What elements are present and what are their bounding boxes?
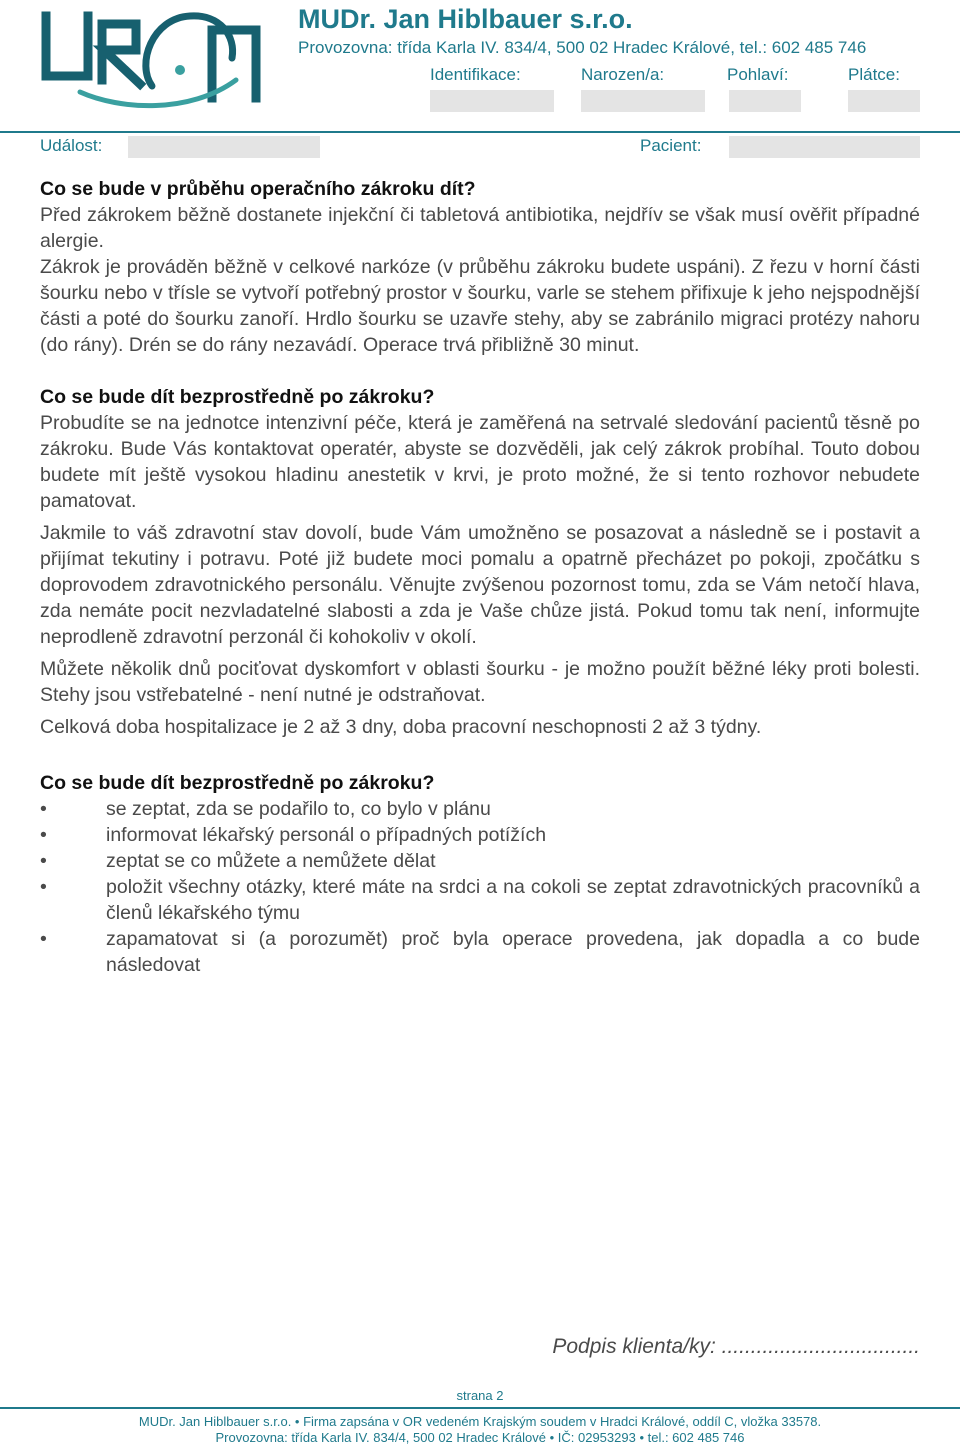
event-label: Událost: <box>40 136 103 155</box>
clinic-address: Provozovna: třída Karla IV. 834/4, 500 02 Hradec Králové, tel.: 602 485 746 <box>298 38 867 57</box>
section-heading: Co se bude dít bezprostředně po zákroku? <box>40 386 435 408</box>
list-item <box>40 796 920 822</box>
paragraph: Můžete několik dnů pociťovat dyskomfort v oblasti šourku - je možno použít běžné léky proti bolesti. Stehy jsou vstřebatelné - není nutné je odstraňovat. <box>40 658 920 706</box>
clinic-name: MUDr. Jan Hiblbauer s.r.o. <box>298 4 633 34</box>
payer-label: Plátce: <box>848 65 900 84</box>
section-patient-tasks <box>40 770 920 978</box>
patient-label: Pacient: <box>640 136 702 155</box>
task-list <box>40 796 920 978</box>
footer-divider <box>0 1407 960 1409</box>
list-item-text: zapamatovat si (a porozumět) proč byla operace provedena, jak dopadla a co bude následovat <box>106 928 920 976</box>
payer-field[interactable] <box>848 90 920 112</box>
list-item <box>40 874 920 926</box>
list-item-text: se zeptat, zda se podařilo to, co bylo v plánu <box>106 798 491 820</box>
event-field[interactable] <box>128 136 320 158</box>
list-item-text: informovat lékařský personál o případných potížích <box>106 824 547 846</box>
birth-field[interactable] <box>581 90 705 112</box>
paragraph: Zákrok je prováděn běžně v celkové narkóze (v průběhu zákroku budete uspáni). Z řezu v horní části šourku nebo v třísle se vytvoří potřebný prostor v šourku, varle se stehem přifixuje k jeho nejspodnější části a poté do šourku zanoří. Hrdlo šourku se uzavře stehy, aby se zabránilo migraci protézy nahoru (do rány). Drén se do rány nezavádí. Operace trvá přibližně 30 minut. <box>40 256 920 356</box>
bullet-icon: • <box>40 850 47 872</box>
paragraph: Probudíte se na jednotce intenzivní péče, která je zaměřená na setrvalé sledování pacientů těsně po zákroku. Bude Vás kontaktovat operatér, abyste se dozvěděli, jak celý zákrok probíhal. Touto dobou budete mít ještě vysokou hladinu anestetik v krvi, je proto možné, že si tento rozhovor nebudete pamatovat. <box>40 412 920 512</box>
section-after-surgery <box>40 384 920 740</box>
section-during-surgery <box>40 176 920 358</box>
section-heading: Co se bude dít bezprostředně po zákroku? <box>40 772 435 794</box>
paragraph: Před zákrokem běžně dostanete injekční či tabletová antibiotika, nejdřív se však musí ověřit případné alergie. <box>40 204 920 252</box>
footer-contact-info: Provozovna: třída Karla IV. 834/4, 500 02 Hradec Králové • IČ: 02953293 • tel.: 602 485 746 <box>215 1430 745 1445</box>
bullet-icon: • <box>40 928 47 950</box>
client-signature-line: Podpis klienta/ky: .................................. <box>552 1335 920 1358</box>
list-item <box>40 848 920 874</box>
section-heading: Co se bude v průběhu operačního zákroku dít? <box>40 178 476 200</box>
list-item-text: položit všechny otázky, které máte na srdci a na cokoli se zeptat zdravotnických pracovníků a členů lékařského týmu <box>106 876 920 924</box>
birth-label: Narozen/a: <box>581 65 665 84</box>
identification-label: Identifikace: <box>430 65 521 84</box>
identification-field[interactable] <box>430 90 554 112</box>
patient-field[interactable] <box>729 136 920 158</box>
list-item <box>40 822 920 848</box>
paragraph: Celková doba hospitalizace je 2 až 3 dny, doba pracovní neschopnosti 2 až 3 týdny. <box>40 716 762 738</box>
paragraph: Jakmile to váš zdravotní stav dovolí, bude Vám umožněno se posazovat a následně se i postavit a přijímat tekutiny i potravu. Poté již budete moci pomalu a opatrně přecházet po pokoji, zpočátku s doprovodem zdravotnického personálu. Věnujte zvýšenou pozornost tomu, zda se Vám netočí hlava, zda nemáte pocit nezvladatelné slabosti a zda je Vaše chůze jistá. Pokud tomu tak není, informujte neprodleně zdravotní perzonál či kohokoliv v okolí. <box>40 522 920 648</box>
bullet-icon: • <box>40 798 47 820</box>
sex-label: Pohlaví: <box>727 65 789 84</box>
list-item-text: zeptat se co můžete a nemůžete dělat <box>106 850 436 872</box>
page-number: strana 2 <box>456 1388 504 1403</box>
header-divider <box>0 131 960 133</box>
sex-field[interactable] <box>729 90 801 112</box>
uran-logo <box>40 6 262 112</box>
bullet-icon: • <box>40 876 47 898</box>
footer-company-info: MUDr. Jan Hiblbauer s.r.o. • Firma zapsána v OR vedeném Krajským soudem v Hradci Králové, oddíl C, vložka 33578. <box>138 1414 822 1429</box>
list-item <box>40 926 920 978</box>
bullet-icon: • <box>40 824 47 846</box>
document-body <box>40 176 920 978</box>
